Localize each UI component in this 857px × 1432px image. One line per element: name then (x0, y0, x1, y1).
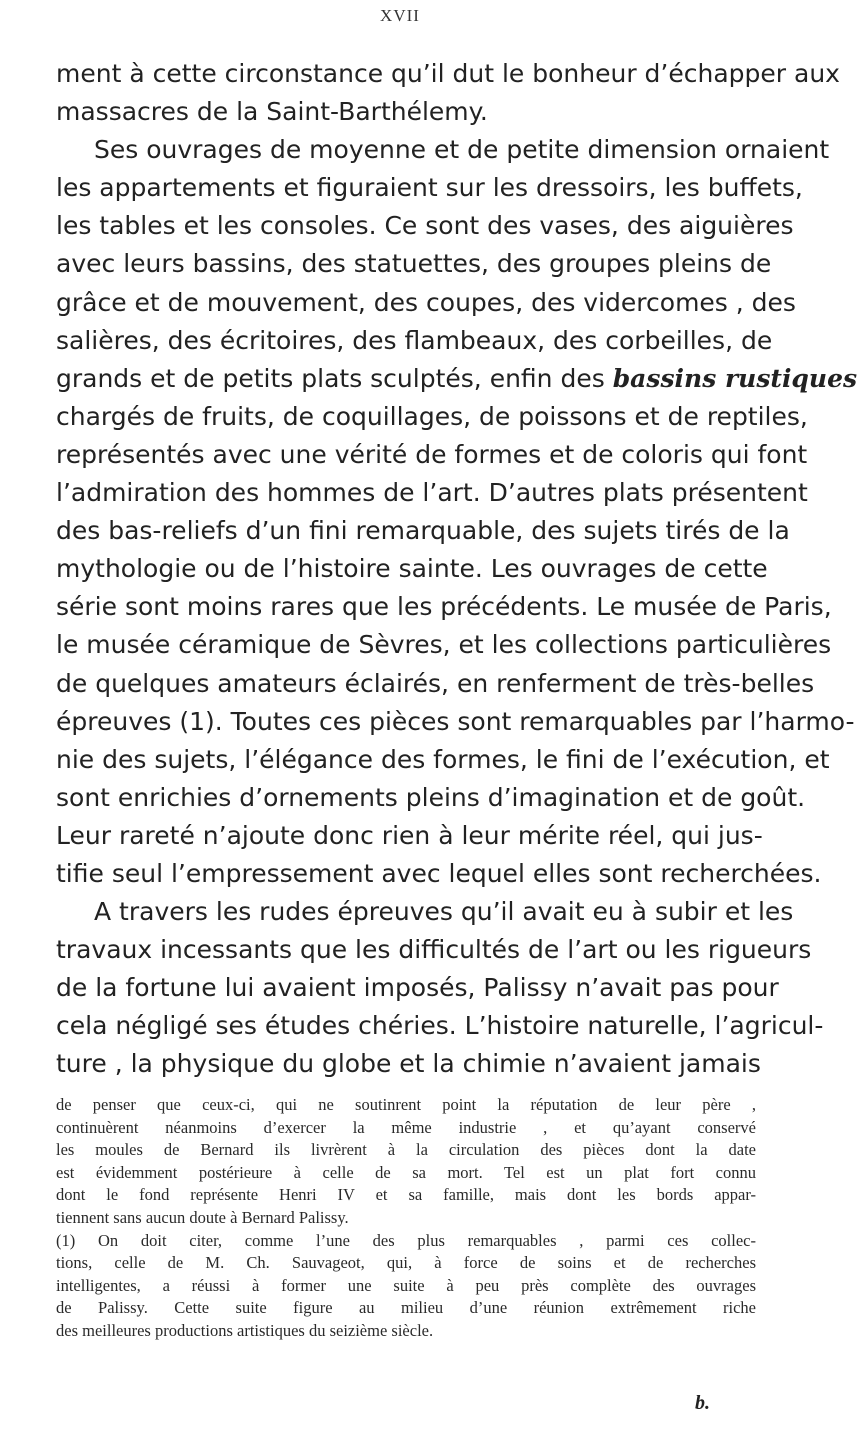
text-line: de quelques amateurs éclairés, en renferment de très-belles (56, 668, 815, 698)
text-line: travaux incessants que les difficultés de l’art ou les rigueurs (56, 935, 812, 965)
text-line: grâce et de mouvement, des coupes, des vidercomes , des (56, 287, 796, 317)
text-fragment: grands et de petits plats sculptés, enfin des (56, 363, 605, 393)
footnotes (56, 1094, 756, 1343)
text-line: Leur rareté n’ajoute donc rien à leur mérite réel, qui jus- (56, 820, 763, 850)
text-line: avec leurs bassins, des statuettes, des groupes pleins de (56, 249, 772, 279)
text-line: mythologie ou de l’histoire sainte. Les ouvrages de cette (56, 554, 768, 584)
text-line: tifie seul l’empressement avec lequel elles sont recherchées. (56, 858, 822, 888)
text-line: nie des sujets, l’élégance des formes, le fini de l’exécution, et (56, 744, 830, 774)
text-line: massacres de la Saint-Barthélemy. (56, 97, 488, 127)
text-line: représentés avec une vérité de formes et de coloris qui font (56, 439, 808, 469)
italic-phrase: bassins rustiques (612, 363, 857, 393)
text-line: série sont moins rares que les précédents. Le musée de Paris, (56, 592, 832, 622)
footnote-line: continuèrent néanmoins d’exercer la même industrie , et qu’ayant conservé (56, 1117, 756, 1137)
signature-mark: b. (695, 1392, 710, 1414)
text-line: de la fortune lui avaient imposés, Palissy n’avait pas pour (56, 973, 779, 1003)
footnote-line: des meilleures productions artistiques du seizième siècle. (56, 1320, 434, 1340)
page-number: XVII (380, 6, 420, 25)
footnote-line: dont le fond représente Henri IV et sa famille, mais dont les bords appar- (56, 1185, 756, 1205)
footnote-line: est évidemment postérieure à celle de sa mort. Tel est un plat fort connu (56, 1162, 756, 1182)
text-line: cela négligé ses études chéries. L’histoire naturelle, l’agricul- (56, 1011, 824, 1041)
footnote-line: intelligentes, a réussi à former une suite à peu près complète des ouvrages (56, 1275, 756, 1295)
text-line: ment à cette circonstance qu’il dut le bonheur d’échapper aux (56, 59, 840, 88)
text-line: Ses ouvrages de moyenne et de petite dimension ornaient (94, 135, 830, 165)
text-line (56, 360, 857, 398)
footnote-line: de Palissy. Cette suite figure au milieu d’une réunion extrêmement riche (56, 1298, 756, 1318)
body-text (56, 55, 857, 1084)
footnote-line: les moules de Bernard ils livrèrent à la circulation des pièces dont la date (56, 1140, 756, 1160)
footnote-line: tiennent sans aucun doute à Bernard Palissy. (56, 1207, 349, 1227)
text-line: le musée céramique de Sèvres, et les collections particulières (56, 630, 832, 660)
text-line: des bas-reliefs d’un fini remarquable, des sujets tirés de la (56, 516, 790, 546)
text-line: l’admiration des hommes de l’art. D’autres plats présentent (56, 478, 808, 508)
footnote-line: de penser que ceux-ci, qui ne soutinrent point la réputation de leur père , (56, 1095, 756, 1114)
footnote-line: tions, celle de M. Ch. Sauvageot, qui, à force de soins et de recherches (56, 1253, 756, 1273)
text-line: A travers les rudes épreuves qu’il avait eu à subir et les (94, 897, 794, 927)
text-line: chargés de fruits, de coquillages, de poissons et de reptiles, (56, 401, 808, 431)
text-line: salières, des écritoires, des flambeaux, des corbeilles, de (56, 325, 773, 355)
footnote-line: (1) On doit citer, comme l’une des plus remarquables , parmi ces collec- (56, 1230, 756, 1250)
text-line: épreuves (1). Toutes ces pièces sont remarquables par l’harmo- (56, 706, 855, 736)
text-line: sont enrichies d’ornements pleins d’imagination et de goût. (56, 782, 806, 812)
text-line: ture , la physique du globe et la chimie n’avaient jamais (56, 1049, 761, 1079)
text-line: les appartements et figuraient sur les dressoirs, les buffets, (56, 173, 803, 203)
text-line: les tables et les consoles. Ce sont des vases, des aiguières (56, 211, 794, 241)
